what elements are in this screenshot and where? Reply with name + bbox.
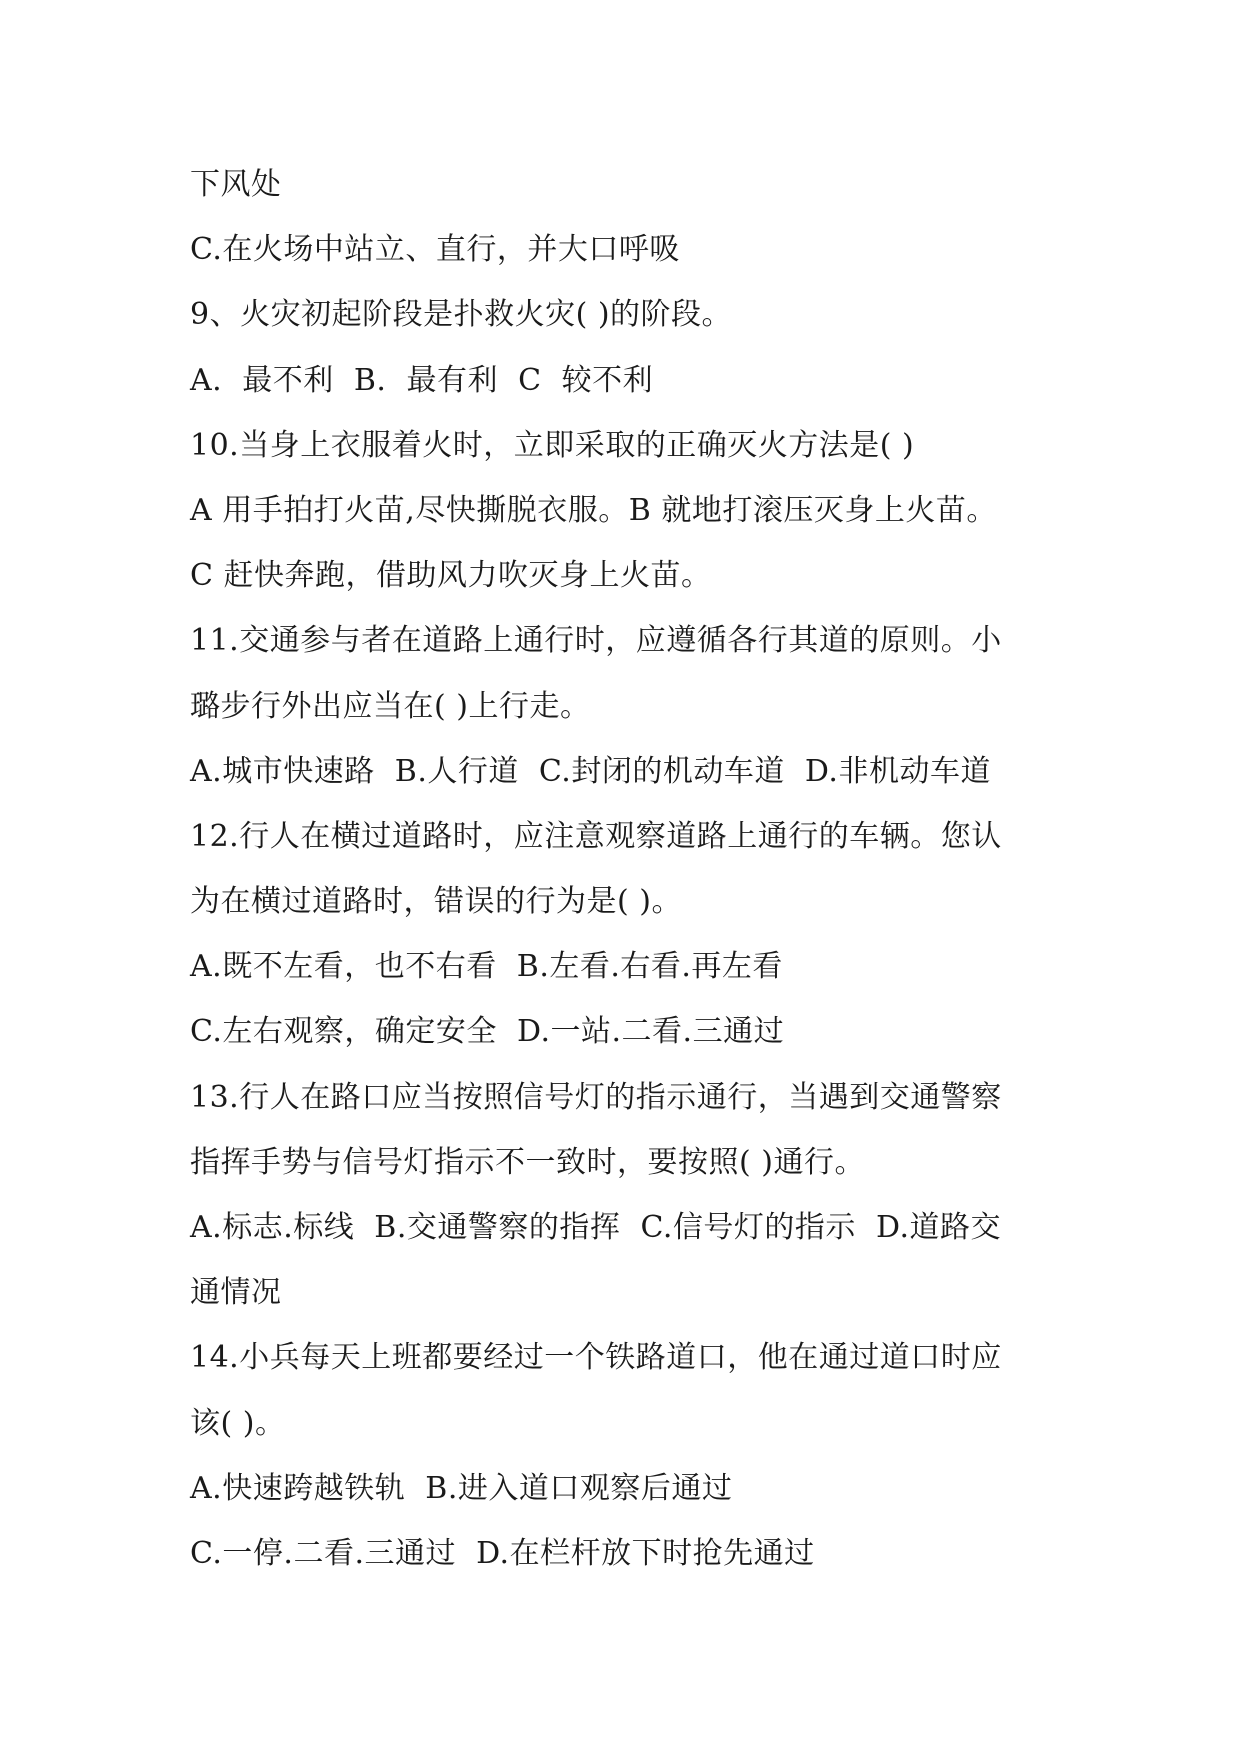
question-14-options: A.快速跨越铁轨 B.进入道口观察后通过 [190, 1470, 733, 1506]
question-11: 11.交通参与者在道路上通行时，应遵循各行其道的原则。小 [190, 623, 1002, 659]
question-12: 为在横过道路时，错误的行为是( )。 [190, 884, 682, 920]
question-13: 13.行人在路口应当按照信号灯的指示通行，当遇到交通警察 [190, 1079, 1002, 1115]
question-12-options: C.左右观察，确定安全 D.一站.二看.三通过 [190, 1014, 785, 1050]
question-12-options: A.既不左看，也不右看 B.左看.右看.再左看 [190, 949, 783, 985]
question-13-options: 通情况 [190, 1275, 282, 1311]
question-13-options: A.标志.标线 B.交通警察的指挥 C.信号灯的指示 D.道路交 [190, 1210, 1001, 1245]
question-14: 14.小兵每天上班都要经过一个铁路道口，他在通过道口时应 [190, 1340, 1002, 1376]
question-14-options: C.一停.二看.三通过 D.在栏杆放下时抢先通过 [190, 1535, 815, 1571]
document-body [190, 152, 1070, 1586]
question-14: 该( )。 [190, 1405, 286, 1441]
question-12: 12.行人在横过道路时，应注意观察道路上通行的车辆。您认 [190, 818, 1002, 854]
question-11: 璐步行外出应当在( )上行走。 [190, 688, 591, 724]
text-line: C.在火场中站立、直行，并大口呼吸 [190, 232, 680, 268]
question-9: 9、火灾初起阶段是扑救火灾( )的阶段。 [190, 297, 733, 333]
question-13: 指挥手势与信号灯指示不一致时，要按照( )通行。 [190, 1144, 865, 1180]
question-10: 10.当身上衣服着火时，立即采取的正确灭火方法是( ) [190, 427, 915, 463]
question-10-options: A 用手拍打火苗,尽快撕脱衣服。B 就地打滚压灭身上火苗。 [190, 492, 997, 528]
question-9-options: A. 最不利 B. 最有利 C 较不利 [190, 362, 654, 398]
question-11-options: A.城市快速路 B.人行道 C.封闭的机动车道 D.非机动车道 [190, 753, 991, 789]
text-line: 下风处 [190, 167, 282, 202]
question-10-options: C 赶快奔跑，借助风力吹灭身上火苗。 [190, 558, 712, 594]
